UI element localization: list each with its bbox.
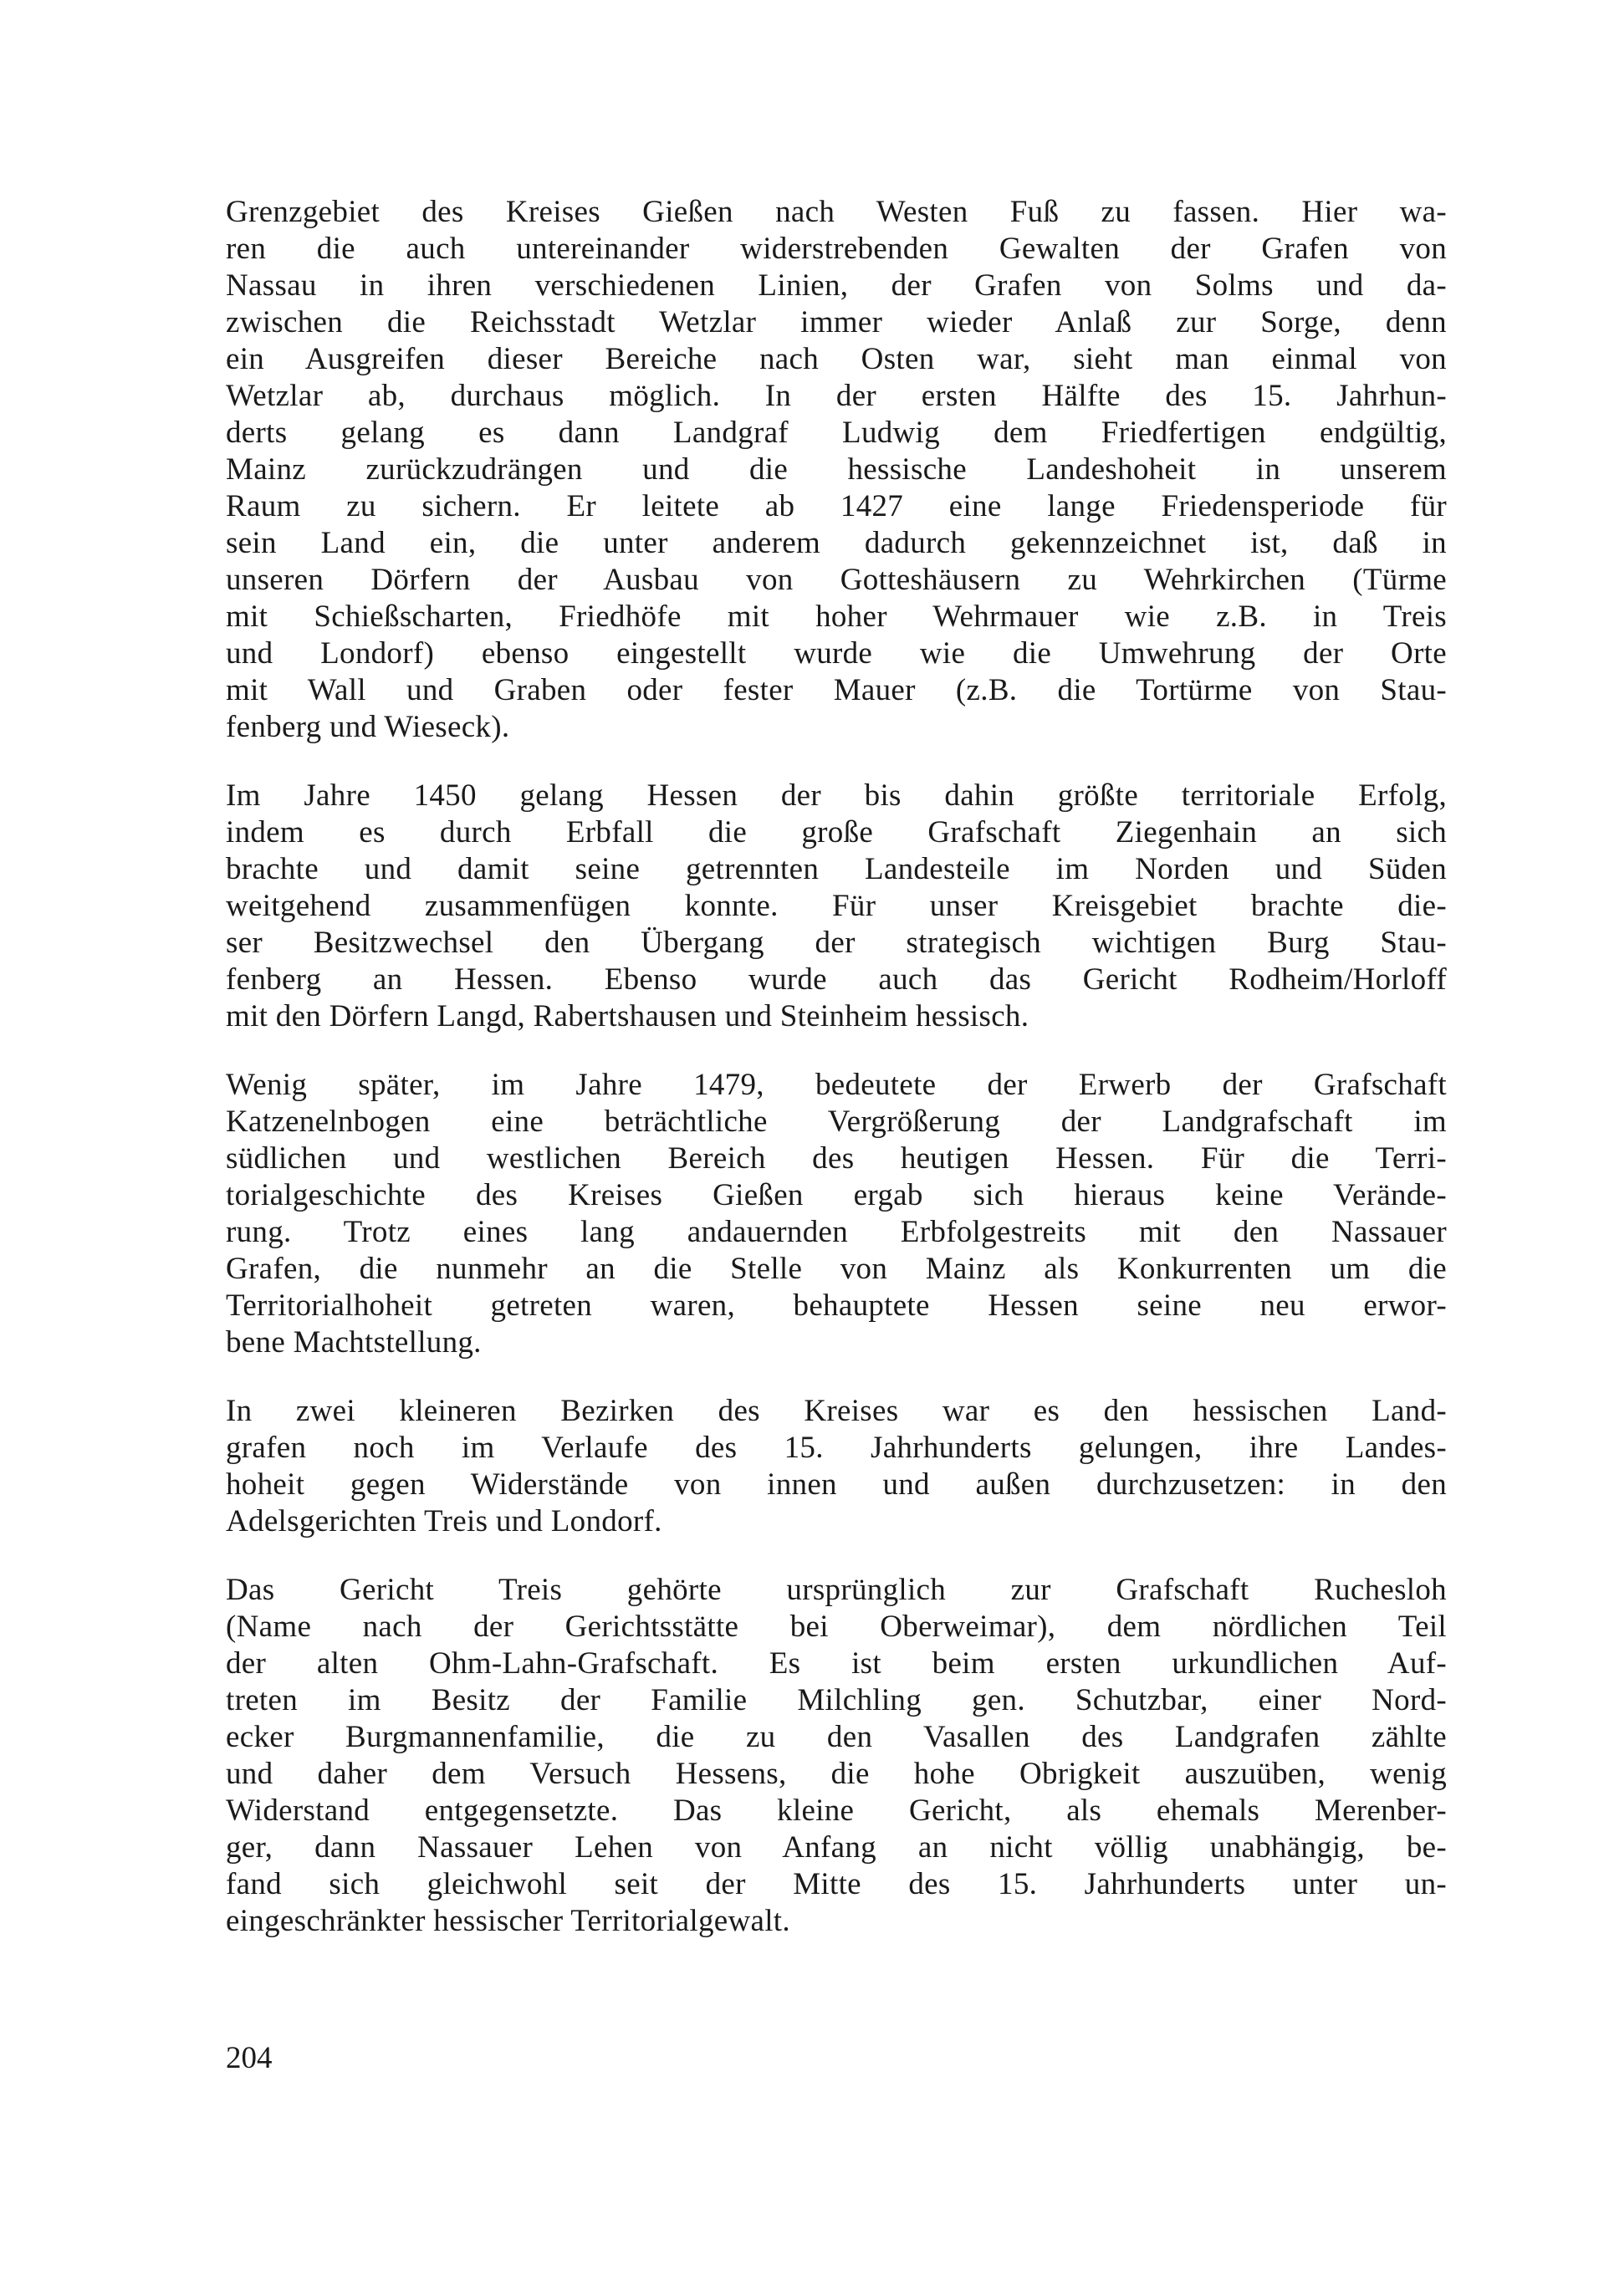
- text-line: ger, dann Nassauer Lehen von Anfang an nicht völlig unabhängig, be-: [226, 1830, 1447, 1865]
- text-line: Wetzlar ab, durchaus möglich. In der ersten Hälfte des 15. Jahrhun-: [226, 379, 1447, 413]
- text-line: fand sich gleichwohl seit der Mitte des 15. Jahrhunderts unter un-: [226, 1867, 1447, 1901]
- text-line: und daher dem Versuch Hessens, die hohe Obrigkeit auszuüben, wenig: [226, 1757, 1447, 1791]
- paragraph: [226, 1572, 1447, 1940]
- text-line: Nassau in ihren verschiedenen Linien, der Grafen von Solms und da-: [226, 268, 1447, 303]
- text-line: mit Schießscharten, Friedhöfe mit hoher Wehrmauer wie z.B. in Treis: [226, 600, 1447, 634]
- text-line: Im Jahre 1450 gelang Hessen der bis dahin größte territoriale Erfolg,: [226, 778, 1447, 813]
- page-number: 204: [226, 2041, 273, 2075]
- text-line: bene Machtstellung.: [226, 1325, 482, 1360]
- text-line: weitgehend zusammenfügen konnte. Für unser Kreisgebiet brachte die-: [226, 889, 1447, 923]
- paragraph: [226, 1067, 1447, 1361]
- text-line: eingeschränkter hessischer Territorialgewalt.: [226, 1904, 790, 1938]
- text-line: fenberg an Hessen. Ebenso wurde auch das Gericht Rodheim/Horloff: [226, 962, 1447, 997]
- text-line: Adelsgerichten Treis und Londorf.: [226, 1504, 662, 1538]
- text-line: mit den Dörfern Langd, Rabertshausen und Steinheim hessisch.: [226, 999, 1029, 1033]
- text-line: mit Wall und Graben oder fester Mauer (z.B. die Tortürme von Stau-: [226, 673, 1447, 707]
- paragraph: [226, 778, 1447, 1035]
- text-line: brachte und damit seine getrennten Landesteile im Norden und Süden: [226, 852, 1447, 886]
- text-line: (Name nach der Gerichtsstätte bei Oberweimar), dem nördlichen Teil: [226, 1610, 1447, 1644]
- text-line: treten im Besitz der Familie Milchling gen. Schutzbar, einer Nord-: [226, 1683, 1447, 1717]
- text-line: zwischen die Reichsstadt Wetzlar immer wieder Anlaß zur Sorge, denn: [226, 305, 1447, 339]
- text-line: Mainz zurückzudrängen und die hessische Landeshoheit in unserem: [226, 452, 1447, 487]
- text-line: Das Gericht Treis gehörte ursprünglich zur Grafschaft Ruchesloh: [226, 1573, 1447, 1607]
- text-line: sein Land ein, die unter anderem dadurch gekennzeichnet ist, daß in: [226, 526, 1447, 560]
- body-text: [226, 194, 1447, 1972]
- text-line: torialgeschichte des Kreises Gießen ergab sich hieraus keine Verände-: [226, 1178, 1447, 1212]
- text-line: Territorialhoheit getreten waren, behauptete Hessen seine neu erwor-: [226, 1288, 1447, 1323]
- text-line: der alten Ohm-Lahn-Grafschaft. Es ist beim ersten urkundlichen Auf-: [226, 1646, 1447, 1681]
- text-line: In zwei kleineren Bezirken des Kreises war es den hessischen Land-: [226, 1394, 1447, 1428]
- text-line: südlichen und westlichen Bereich des heutigen Hessen. Für die Terri-: [226, 1141, 1447, 1176]
- text-line: rung. Trotz eines lang andauernden Erbfolgestreits mit den Nassauer: [226, 1215, 1447, 1249]
- paragraph: [226, 194, 1447, 746]
- text-line: Wenig später, im Jahre 1479, bedeutete der Erwerb der Grafschaft: [226, 1068, 1447, 1102]
- text-line: ecker Burgmannenfamilie, die zu den Vasallen des Landgrafen zählte: [226, 1720, 1447, 1754]
- text-line: Katzenelnbogen eine beträchtliche Vergrößerung der Landgrafschaft im: [226, 1105, 1447, 1139]
- text-line: Widerstand entgegensetzte. Das kleine Gericht, als ehemals Merenber-: [226, 1793, 1447, 1828]
- text-line: unseren Dörfern der Ausbau von Gotteshäusern zu Wehrkirchen (Türme: [226, 563, 1447, 597]
- paragraph: [226, 1393, 1447, 1540]
- text-line: Raum zu sichern. Er leitete ab 1427 eine lange Friedensperiode für: [226, 489, 1447, 523]
- text-line: Grenzgebiet des Kreises Gießen nach Westen Fuß zu fassen. Hier wa-: [226, 195, 1447, 229]
- text-line: hoheit gegen Widerstände von innen und außen durchzusetzen: in den: [226, 1467, 1447, 1502]
- text-line: Grafen, die nunmehr an die Stelle von Mainz als Konkurrenten um die: [226, 1252, 1447, 1286]
- text-line: ein Ausgreifen dieser Bereiche nach Osten war, sieht man einmal von: [226, 342, 1447, 376]
- text-line: und Londorf) ebenso eingestellt wurde wie die Umwehrung der Orte: [226, 636, 1447, 671]
- text-line: derts gelang es dann Landgraf Ludwig dem Friedfertigen endgültig,: [226, 416, 1447, 450]
- text-line: fenberg und Wieseck).: [226, 710, 510, 744]
- text-line: grafen noch im Verlaufe des 15. Jahrhunderts gelungen, ihre Landes-: [226, 1431, 1447, 1465]
- text-line: ren die auch untereinander widerstrebenden Gewalten der Grafen von: [226, 232, 1447, 266]
- text-line: indem es durch Erbfall die große Grafschaft Ziegenhain an sich: [226, 815, 1447, 850]
- text-line: ser Besitzwechsel den Übergang der strategisch wichtigen Burg Stau-: [226, 926, 1447, 960]
